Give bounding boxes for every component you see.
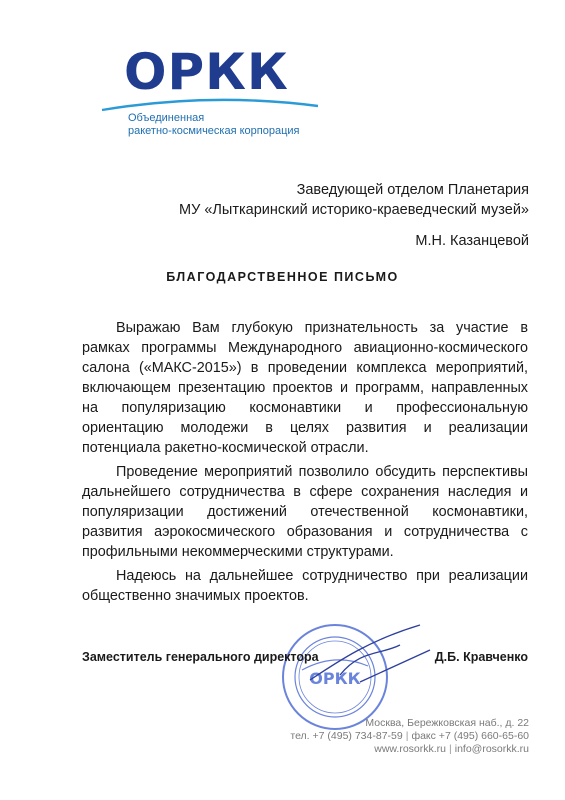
signatory-position: Заместитель генерального директора — [82, 650, 319, 664]
letter-body — [82, 318, 528, 610]
company-logo — [100, 40, 320, 140]
footer-phone-fax: тел. +7 (495) 734-87-59 | факс +7 (495) 660-65-60 — [290, 730, 529, 742]
logo-subtitle-line1: Объединенная — [128, 112, 205, 124]
letter-paragraph: Надеюсь на дальнейшее сотрудничество при реализации общественно значимых проектов. — [82, 568, 528, 604]
addressee-block — [179, 180, 529, 220]
footer-email[interactable]: info@rosorkk.ru — [454, 743, 529, 755]
logo-arc-icon — [100, 96, 320, 112]
document-title: БЛАГОДАРСТВЕННОЕ ПИСЬМО — [166, 270, 399, 284]
contact-footer — [290, 717, 529, 756]
logo-subtitle — [128, 112, 300, 138]
letter-paragraph: Проведение мероприятий позволило обсудить перспективы дальнейшего сотрудничества в сфере сохранения наследия и популяризации достижений отечественной космонавтики, развития аэрокосмического образования и сотрудничества с профильными некоммерческими структурами. — [82, 464, 528, 560]
footer-website[interactable]: www.rosorkk.ru — [374, 743, 446, 755]
addressee-name: М.Н. Казанцевой — [415, 233, 529, 249]
addressee-line1: Заведующей отделом Планетария — [296, 182, 529, 198]
stamp-text: ОРКК — [309, 669, 361, 688]
footer-fax: факс +7 (495) 660-65-60 — [411, 730, 529, 742]
signature-row — [82, 650, 528, 664]
footer-address: Москва, Бережковская наб., д. 22 — [365, 717, 529, 729]
signatory-name: Д.Б. Кравченко — [434, 650, 528, 664]
addressee-line2: МУ «Лыткаринский историко-краеведческий музей» — [179, 202, 529, 218]
logo-subtitle-line2: ракетно-космическая корпорация — [128, 125, 300, 137]
footer-phone: тел. +7 (495) 734-87-59 — [290, 730, 403, 742]
letter-paragraph: Выражаю Вам глубокую признательность за участие в рамках программы Международного авиационно-космического салона («МАКС-2015») в проведении комплекса мероприятий, включающем презентацию проектов и программ, направленных на популяризацию космонавтики и профессиональную ориентацию молодежи в целях развития и реализации потенциала ракетно-космической отрасли. — [82, 320, 528, 456]
logo-wordmark: ОРКК — [124, 43, 289, 101]
footer-web: www.rosorkk.ru | info@rosorkk.ru — [374, 743, 529, 755]
